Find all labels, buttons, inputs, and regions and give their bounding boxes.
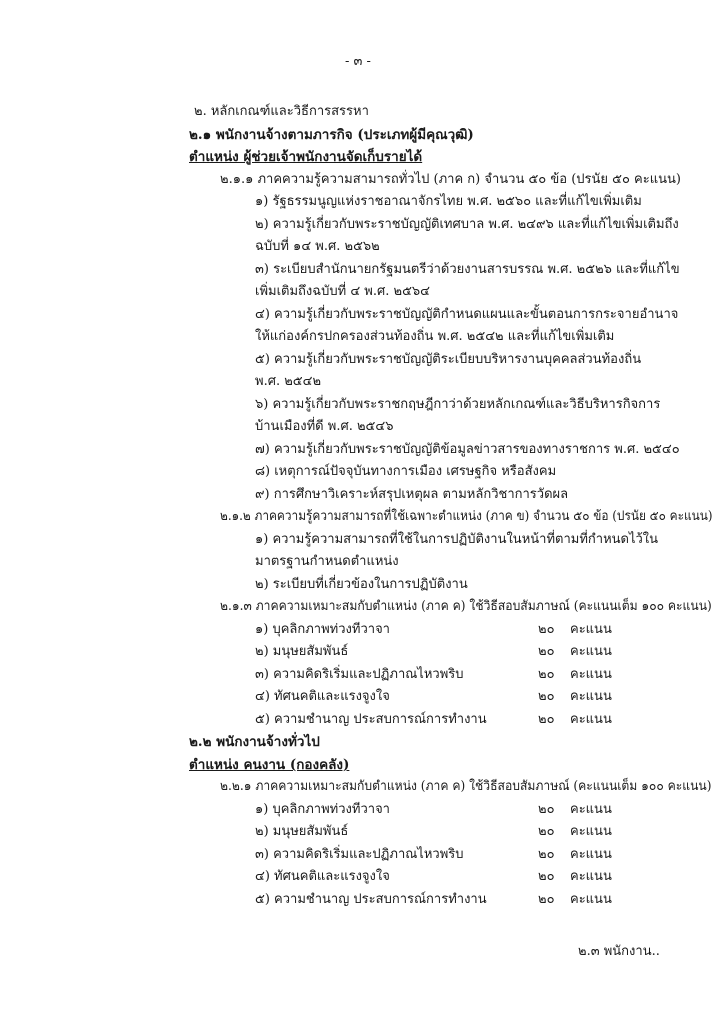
part-c2-title: ๒.๒.๑ ภาคความเหมาะสมกับตำแหน่ง (ภาค ค) ใช้วิธีสอบสัมภาษณ์ (คะแนนเต็ม ๑๐๐ คะแนน) [220, 779, 712, 794]
page-number: - ๓ - [345, 54, 371, 69]
part-b-item: ๒) ระเบียบที่เกี่ยวข้องในการปฏิบัติงาน [255, 577, 468, 592]
score-points: ๒๐ [538, 892, 555, 907]
continuation-note: ๒.๓ พนักงาน.. [578, 944, 660, 959]
part-a-item-cont: บ้านเมืองที่ดี พ.ศ. ๒๕๔๖ [255, 419, 394, 434]
part-a-item: ๖) ความรู้เกี่ยวกับพระราชกฤษฎีกาว่าด้วยหลักเกณฑ์และวิธีบริหารกิจการ [255, 397, 661, 412]
score-label: ๕) ความชำนาญ ประสบการณ์การทำงาน [255, 712, 487, 727]
score-unit: คะแนน [570, 622, 612, 637]
score-label: ๒) มนุษยสัมพันธ์ [255, 824, 349, 839]
score-label: ๔) ทัศนคติและแรงจูงใจ [255, 869, 390, 884]
section-2-2-position: ตำแหน่ง คนงาน (กองคลัง) [189, 757, 350, 773]
score-points: ๒๐ [538, 847, 555, 862]
part-a-item-cont: พ.ศ. ๒๕๔๒ [255, 374, 322, 389]
part-a-item: ๕) ความรู้เกี่ยวกับพระราชบัญญัติระเบียบบริหารงานบุคคลส่วนท้องถิ่น [255, 352, 642, 367]
score-unit: คะแนน [570, 869, 612, 884]
score-unit: คะแนน [570, 802, 612, 817]
section-2-1-heading: ๒.๑ พนักงานจ้างตามภารกิจ (ประเภทผู้มีคุณวุฒิ) [189, 127, 474, 143]
score-unit: คะแนน [570, 847, 612, 862]
score-label: ๓) ความคิดริเริ่มและปฏิภาณไหวพริบ [255, 667, 464, 682]
score-points: ๒๐ [538, 622, 555, 637]
score-unit: คะแนน [570, 892, 612, 907]
part-a-item: ๘) เหตุการณ์ปัจจุบันทางการเมือง เศรษฐกิจ หรือสังคม [255, 464, 557, 479]
score-unit: คะแนน [570, 667, 612, 682]
score-unit: คะแนน [570, 824, 612, 839]
score-unit: คะแนน [570, 712, 612, 727]
part-a-item: ๑) รัฐธรรมนูญแห่งราชอาณาจักรไทย พ.ศ. ๒๕๖๐ และที่แก้ไขเพิ่มเติม [255, 194, 642, 209]
score-points: ๒๐ [538, 644, 555, 659]
score-label: ๔) ทัศนคติและแรงจูงใจ [255, 689, 390, 704]
part-a-item: ๔) ความรู้เกี่ยวกับพระราชบัญญัติกำหนดแผนและขั้นตอนการกระจายอำนาจ [255, 307, 679, 322]
score-unit: คะแนน [570, 644, 612, 659]
score-points: ๒๐ [538, 824, 555, 839]
part-a-item-cont: ฉบับที่ ๑๔ พ.ศ. ๒๕๖๒ [255, 239, 380, 254]
score-label: ๕) ความชำนาญ ประสบการณ์การทำงาน [255, 892, 487, 907]
section-title: ๒. หลักเกณฑ์และวิธีการสรรหา [194, 104, 369, 119]
part-a-title: ๒.๑.๑ ภาคความรู้ความสามารถทั่วไป (ภาค ก) จำนวน ๕๐ ข้อ (ปรนัย ๕๐ คะแนน) [220, 172, 681, 187]
part-a-item-cont: เพิ่มเติมถึงฉบับที่ ๔ พ.ศ. ๒๕๖๔ [255, 284, 431, 299]
score-points: ๒๐ [538, 869, 555, 884]
part-a-item: ๒) ความรู้เกี่ยวกับพระราชบัญญัติเทศบาล พ.ศ. ๒๔๙๖ และที่แก้ไขเพิ่มเติมถึง [255, 217, 679, 232]
score-label: ๓) ความคิดริเริ่มและปฏิภาณไหวพริบ [255, 847, 464, 862]
section-2-2-heading: ๒.๒ พนักงานจ้างทั่วไป [189, 734, 320, 750]
part-b-item-cont: มาตรฐานกำหนดตำแหน่ง [255, 554, 399, 569]
score-points: ๒๐ [538, 712, 555, 727]
part-a-item: ๗) ความรู้เกี่ยวกับพระราชบัญญัติข้อมูลข่าวสารของทางราชการ พ.ศ. ๒๕๔๐ [255, 442, 680, 457]
part-c-title: ๒.๑.๓ ภาคความเหมาะสมกับตำแหน่ง (ภาค ค) ใช้วิธีสอบสัมภาษณ์ (คะแนนเต็ม ๑๐๐ คะแนน) [220, 599, 712, 614]
score-label: ๑) บุคลิกภาพท่วงทีวาจา [255, 802, 390, 817]
score-points: ๒๐ [538, 667, 555, 682]
score-points: ๒๐ [538, 802, 555, 817]
section-2-1-position: ตำแหน่ง ผู้ช่วยเจ้าพนักงานจัดเก็บรายได้ [189, 149, 423, 165]
part-a-item: ๙) การศึกษาวิเคราะห์สรุปเหตุผล ตามหลักวิชาการวัดผล [255, 487, 569, 502]
part-b-item: ๑) ความรู้ความสามารถที่ใช้ในการปฏิบัติงานในหน้าที่ตามที่กำหนดไว้ใน [255, 532, 659, 547]
part-a-item: ๓) ระเบียบสำนักนายกรัฐมนตรีว่าด้วยงานสารบรรณ พ.ศ. ๒๕๒๖ และที่แก้ไข [255, 262, 680, 277]
score-points: ๒๐ [538, 689, 555, 704]
score-unit: คะแนน [570, 689, 612, 704]
score-label: ๑) บุคลิกภาพท่วงทีวาจา [255, 622, 390, 637]
score-label: ๒) มนุษยสัมพันธ์ [255, 644, 349, 659]
part-a-item-cont: ให้แก่องค์กรปกครองส่วนท้องถิ่น พ.ศ. ๒๕๔๒ และที่แก้ไขเพิ่มเติม [255, 329, 615, 344]
part-b-title: ๒.๑.๒ ภาคความรู้ความสามารถที่ใช้เฉพาะตำแหน่ง (ภาค ข) จำนวน ๕๐ ข้อ (ปรนัย ๕๐ คะแนน) [220, 509, 713, 524]
